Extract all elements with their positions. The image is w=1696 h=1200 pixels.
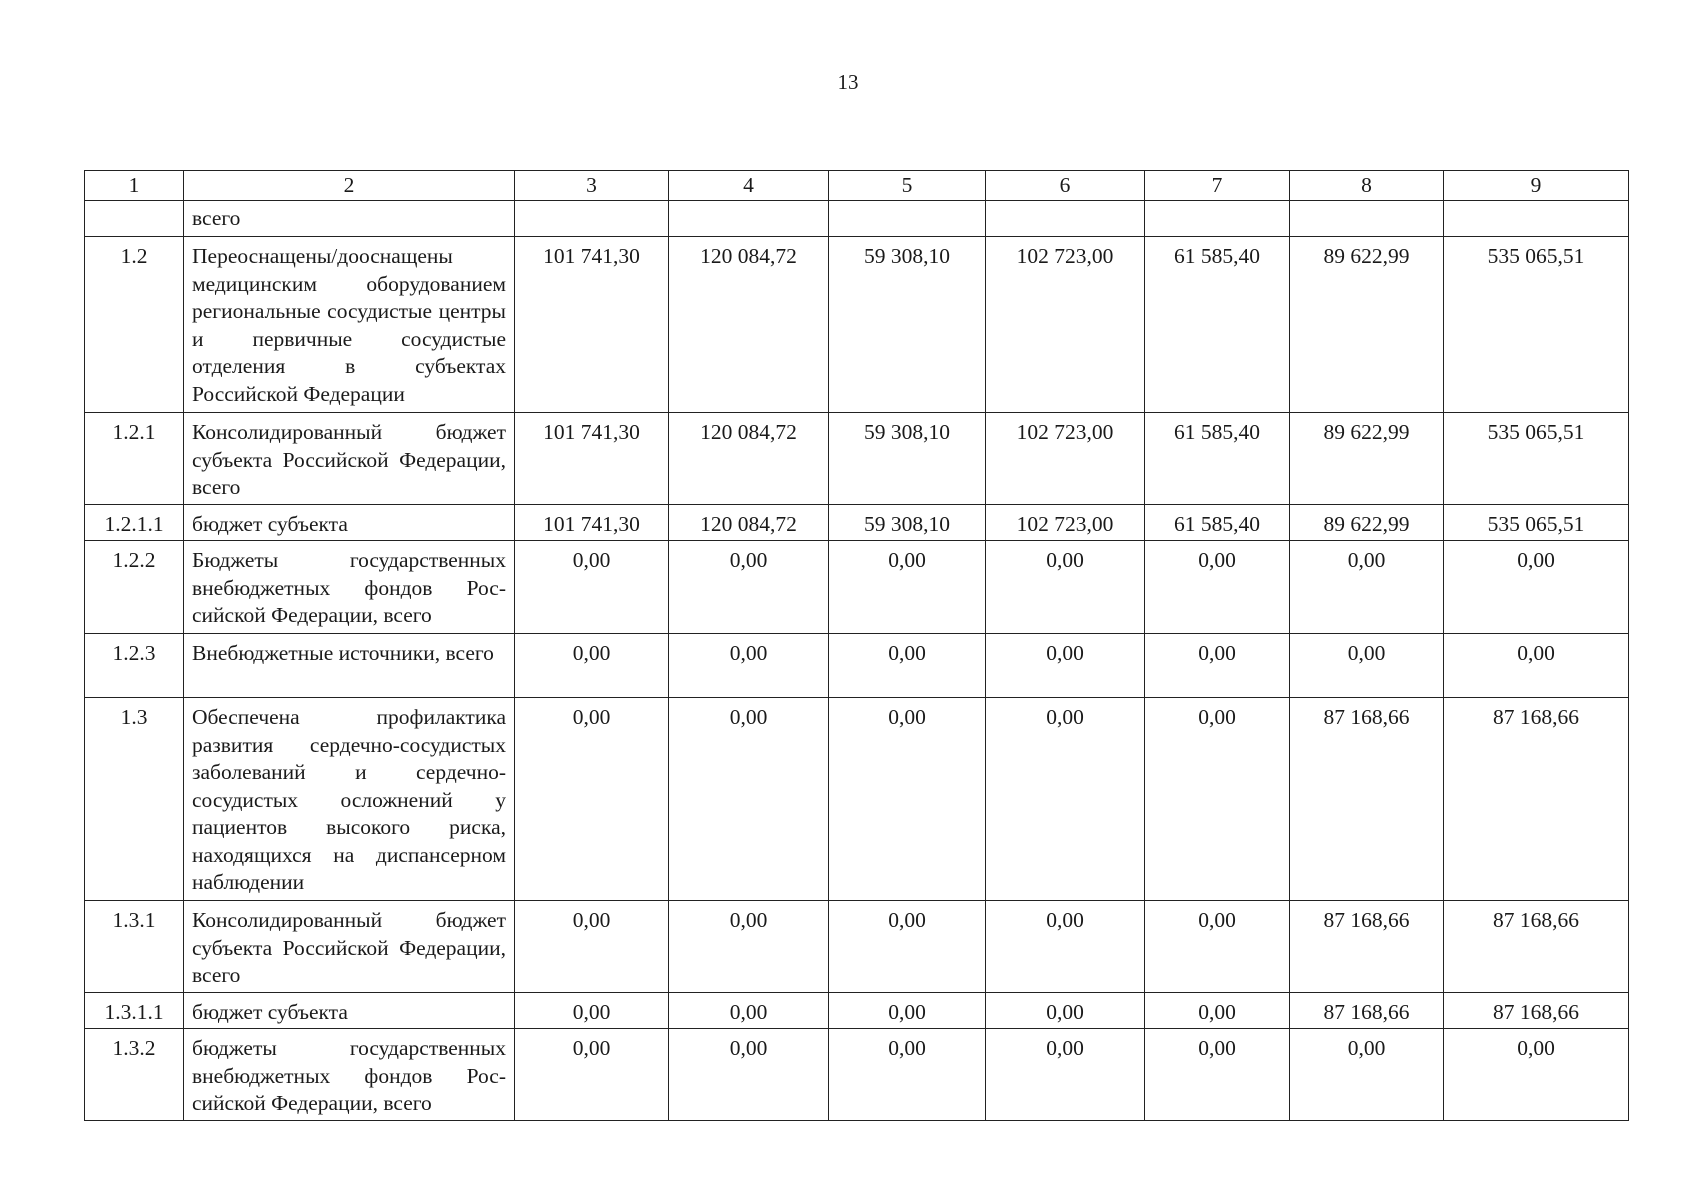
value-cell: 120 084,72 [669, 413, 829, 505]
value-cell [829, 201, 986, 237]
value-cell: 0,00 [1290, 634, 1444, 698]
table-row [85, 698, 1629, 901]
column-header: 2 [184, 171, 515, 201]
value-cell: 0,00 [669, 901, 829, 993]
row-description: Переоснащены/дооснащены медицинским оборудованием региональные сосудистые центры и первичные сосудистые отделения в субъектах Российской Федерации [184, 237, 515, 413]
value-cell: 89 622,99 [1290, 237, 1444, 413]
row-code: 1.2 [85, 237, 184, 413]
row-code: 1.2.3 [85, 634, 184, 698]
column-header: 8 [1290, 171, 1444, 201]
row-code [85, 201, 184, 237]
row-code: 1.3.1.1 [85, 992, 184, 1029]
column-header: 1 [85, 171, 184, 201]
value-cell: 0,00 [1290, 1029, 1444, 1121]
value-cell: 0,00 [515, 992, 669, 1029]
value-cell: 0,00 [1444, 1029, 1629, 1121]
value-cell: 0,00 [669, 541, 829, 634]
table-row [85, 541, 1629, 634]
value-cell: 61 585,40 [1145, 237, 1290, 413]
value-cell: 102 723,00 [986, 237, 1145, 413]
value-cell: 0,00 [669, 1029, 829, 1121]
table-row [85, 901, 1629, 993]
value-cell: 87 168,66 [1290, 901, 1444, 993]
value-cell: 0,00 [986, 634, 1145, 698]
value-cell: 0,00 [669, 992, 829, 1029]
value-cell: 0,00 [986, 992, 1145, 1029]
row-description: бюджет субъекта [184, 992, 515, 1029]
row-description: бюджет субъекта [184, 504, 515, 541]
value-cell: 120 084,72 [669, 237, 829, 413]
column-header: 3 [515, 171, 669, 201]
value-cell: 87 168,66 [1290, 992, 1444, 1029]
row-description: Бюджеты государственных внебюджетных фондов Российской Федерации, всего [184, 541, 515, 634]
value-cell: 0,00 [986, 541, 1145, 634]
value-cell: 0,00 [1145, 992, 1290, 1029]
value-cell [986, 201, 1145, 237]
value-cell: 535 065,51 [1444, 237, 1629, 413]
value-cell: 0,00 [1444, 541, 1629, 634]
value-cell: 101 741,30 [515, 504, 669, 541]
value-cell: 101 741,30 [515, 413, 669, 505]
table-row [85, 634, 1629, 698]
value-cell: 59 308,10 [829, 504, 986, 541]
value-cell: 87 168,66 [1290, 698, 1444, 901]
value-cell: 87 168,66 [1444, 698, 1629, 901]
column-header: 7 [1145, 171, 1290, 201]
value-cell: 59 308,10 [829, 237, 986, 413]
row-code: 1.3.2 [85, 1029, 184, 1121]
value-cell: 0,00 [1145, 541, 1290, 634]
budget-table [84, 170, 1629, 1121]
column-header: 4 [669, 171, 829, 201]
row-description: Обеспечена профилактика развития сердечно-сосудистых заболеваний и сердечно-сосудистых осложнений у пациентов высокого риска, находящихся на диспансерном наблюдении [184, 698, 515, 901]
value-cell: 59 308,10 [829, 413, 986, 505]
value-cell: 0,00 [515, 541, 669, 634]
value-cell: 89 622,99 [1290, 413, 1444, 505]
value-cell: 0,00 [829, 1029, 986, 1121]
value-cell: 102 723,00 [986, 413, 1145, 505]
row-code: 1.2.2 [85, 541, 184, 634]
value-cell: 0,00 [515, 1029, 669, 1121]
value-cell: 0,00 [1145, 1029, 1290, 1121]
value-cell: 0,00 [669, 634, 829, 698]
row-description: всего [184, 201, 515, 237]
value-cell: 0,00 [986, 1029, 1145, 1121]
row-code: 1.2.1.1 [85, 504, 184, 541]
value-cell: 0,00 [515, 634, 669, 698]
value-cell: 61 585,40 [1145, 413, 1290, 505]
value-cell: 535 065,51 [1444, 413, 1629, 505]
value-cell: 0,00 [669, 698, 829, 901]
value-cell: 0,00 [829, 634, 986, 698]
value-cell: 0,00 [1290, 541, 1444, 634]
table-row [85, 237, 1629, 413]
value-cell: 0,00 [515, 698, 669, 901]
row-code: 1.2.1 [85, 413, 184, 505]
value-cell: 0,00 [829, 901, 986, 993]
value-cell: 0,00 [829, 698, 986, 901]
value-cell: 0,00 [1145, 634, 1290, 698]
row-description: бюджеты государственных внебюджетных фондов Российской Федерации, всего [184, 1029, 515, 1121]
value-cell: 101 741,30 [515, 237, 669, 413]
value-cell [1145, 201, 1290, 237]
value-cell: 0,00 [986, 698, 1145, 901]
value-cell: 0,00 [829, 992, 986, 1029]
value-cell: 535 065,51 [1444, 504, 1629, 541]
value-cell: 0,00 [829, 541, 986, 634]
table-row [85, 504, 1629, 541]
row-code: 1.3.1 [85, 901, 184, 993]
value-cell: 0,00 [986, 901, 1145, 993]
value-cell: 87 168,66 [1444, 992, 1629, 1029]
column-header: 5 [829, 171, 986, 201]
row-description: Консолидированный бюджет субъекта Российской Федерации, всего [184, 901, 515, 993]
value-cell: 102 723,00 [986, 504, 1145, 541]
table-header-row [85, 171, 1629, 201]
row-code: 1.3 [85, 698, 184, 901]
value-cell: 0,00 [1145, 901, 1290, 993]
value-cell: 120 084,72 [669, 504, 829, 541]
table-row [85, 992, 1629, 1029]
value-cell: 89 622,99 [1290, 504, 1444, 541]
value-cell [669, 201, 829, 237]
column-header: 6 [986, 171, 1145, 201]
value-cell [1290, 201, 1444, 237]
table-row [85, 1029, 1629, 1121]
value-cell: 0,00 [1145, 698, 1290, 901]
value-cell: 61 585,40 [1145, 504, 1290, 541]
row-description: Внебюджетные источники, всего [184, 634, 515, 698]
value-cell: 0,00 [1444, 634, 1629, 698]
table-row [85, 413, 1629, 505]
table-row [85, 201, 1629, 237]
value-cell: 87 168,66 [1444, 901, 1629, 993]
value-cell: 0,00 [515, 901, 669, 993]
column-header: 9 [1444, 171, 1629, 201]
row-description: Консолидированный бюджет субъекта Российской Федерации, всего [184, 413, 515, 505]
value-cell [1444, 201, 1629, 237]
value-cell [515, 201, 669, 237]
page-number: 13 [837, 70, 859, 94]
